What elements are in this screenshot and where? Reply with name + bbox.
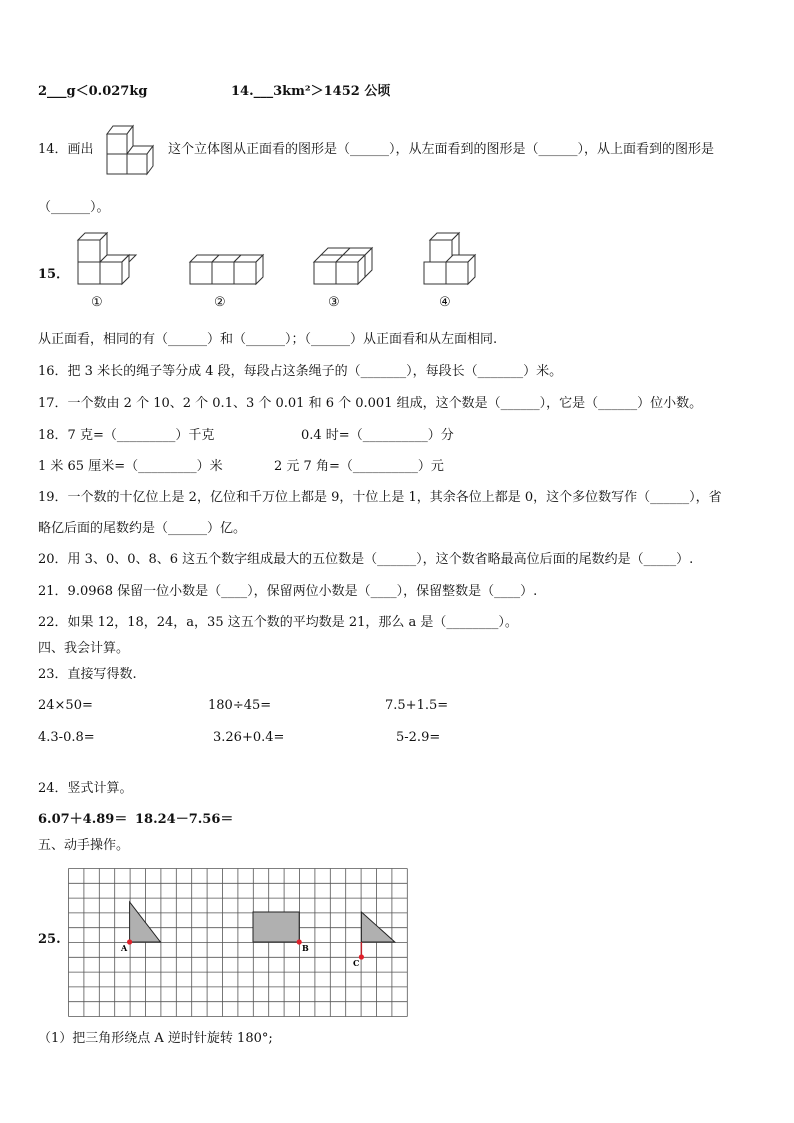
label-b: B (302, 943, 309, 953)
q15-number: 15． (38, 267, 70, 282)
q20-text: 20．用 3、0、0、8、6 这五个数字组成最大的五位数是（______），这个数省略最高位后面的尾数约是（_____）. (38, 552, 694, 567)
q23-expr-1: 24×50= (38, 698, 93, 713)
q25-instruction-1: （1）把三角形绕点 A 逆时针旋转 180°; (38, 1031, 273, 1046)
point-a (127, 939, 132, 944)
q15-label-3: ③ (328, 295, 340, 310)
triangle-a (130, 902, 161, 942)
q19-line-2: 略亿后面的尾数约是（______）亿。 (38, 521, 247, 536)
q22-text: 22．如果 12，18，24，a，35 这五个数的平均数是 21，那么 a 是（________）。 (38, 615, 518, 630)
section-4-title: 四、我会计算。 (38, 641, 130, 656)
q23-expr-2: 180÷45= (208, 698, 272, 713)
q25-number: 25. (38, 932, 61, 947)
q15-text: 从正面看，相同的有（______）和（______）；（______）从正面看和从左面相同. (38, 332, 498, 347)
rectangle-b (253, 912, 299, 942)
q24-expr-1: 6.07＋4.89＝ (38, 812, 128, 827)
q18-part-a: 18．7 克=（_________）千克 (38, 428, 215, 443)
q25-grid (68, 868, 411, 1018)
q14-number: 14．画出 (38, 142, 94, 157)
q19-line-1: 19．一个数的十亿位上是 2，亿位和千万位上都是 9，十位上是 1，其余各位上都是 0，这个多位数写作（______），省 (38, 490, 722, 505)
q16-text: 16．把 3 米长的绳子等分成 4 段，每段占这条绳子的（_______），每段长（_______）米。 (38, 364, 563, 379)
q23-expr-5: 3.26+0.4= (213, 730, 285, 745)
q21-text: 21．9.0968 保留一位小数是（____），保留两位小数是（____），保留整数是（____）. (38, 584, 538, 599)
q23-expr-3: 7.5+1.5= (385, 698, 449, 713)
q15-figures (70, 228, 490, 312)
section-5-title: 五、动手操作。 (38, 838, 130, 853)
q18-part-c: 1 米 65 厘米=（_________）米 (38, 459, 223, 474)
q17-text: 17．一个数由 2 个 10、2 个 0.1、3 个 0.01 和 6 个 0.001 组成，这个数是（______），它是（______）位小数。 (38, 396, 703, 411)
label-c: C (353, 958, 360, 968)
q14-text: 这个立体图从正面看的图形是（______），从左面看到的图形是（______），从上面看到的图形是 (168, 142, 715, 157)
q18-part-d: 2 元 7 角=（__________）元 (274, 459, 444, 474)
flag-triangle-c (361, 912, 394, 942)
q23-expr-4: 4.3-0.8= (38, 730, 95, 745)
q15-label-1: ① (91, 295, 103, 310)
q14-cube-figure (104, 122, 154, 180)
q18-part-b: 0.4 时=（__________）分 (301, 428, 454, 443)
label-a: A (121, 943, 128, 953)
q15-label-2: ② (214, 295, 226, 310)
q24-title: 24．竖式计算。 (38, 781, 133, 796)
point-c (359, 954, 364, 959)
q23-expr-6: 5-2.9= (396, 730, 441, 745)
line-top-left: 2___g＜0.027kg (38, 84, 148, 99)
q15-label-4: ④ (439, 295, 451, 310)
q24-expr-2: 18.24－7.56＝ (135, 812, 234, 827)
q14-continuation: （______）。 (38, 200, 110, 215)
q23-title: 23．直接写得数. (38, 667, 137, 682)
line-top-right: 14.___3km²＞1452 公顷 (231, 84, 391, 99)
